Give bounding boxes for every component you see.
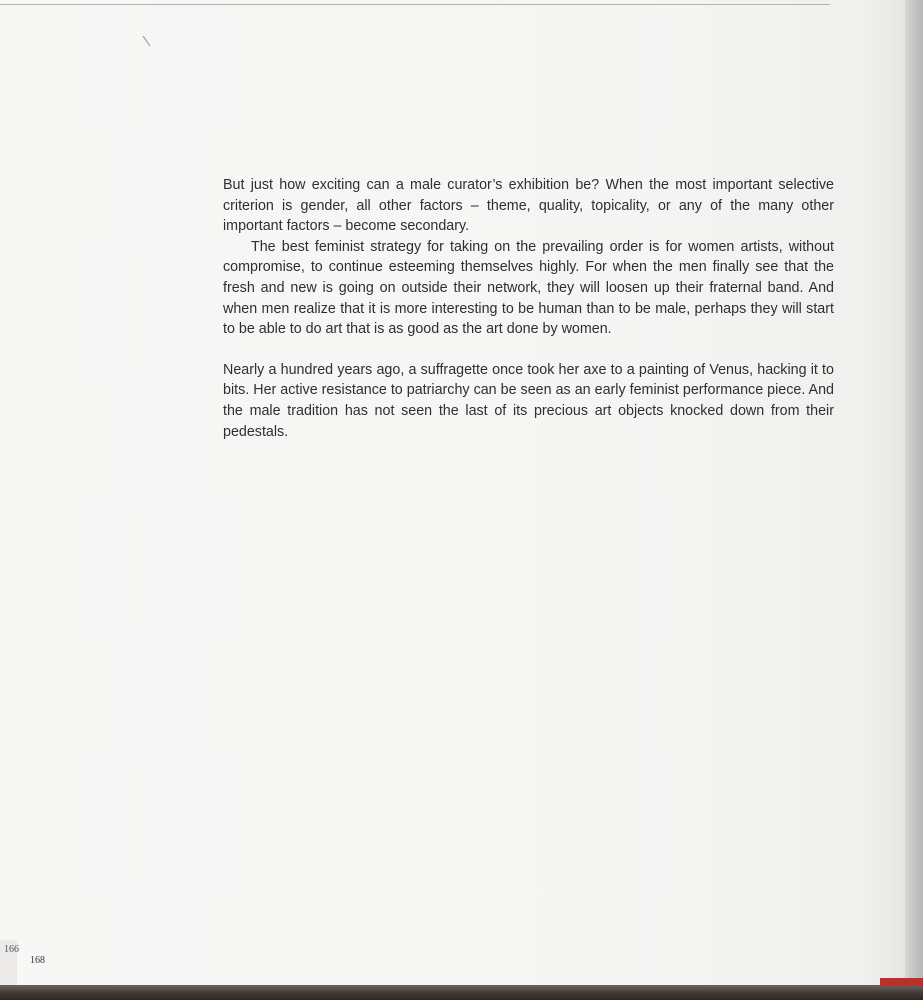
page-edge-right (905, 0, 923, 985)
paper-speck (143, 36, 151, 46)
book-cover-edge (0, 985, 923, 1000)
page-number: 168 (30, 955, 45, 966)
paragraph-1: But just how exciting can a male curator’s exhibition be? When the most important selective criterion is gender, all other factors – theme, quality, topicality, or any of the many other important factors – become secondary. (223, 177, 834, 235)
previous-page-number: 166 (4, 944, 19, 955)
cover-red-corner (880, 978, 923, 986)
paragraph-2: The best feminist strategy for taking on the prevailing order is for women artists, without compromise, to continue esteeming themselves highly. For when the men finally see that the fresh and new is going on outside their network, they will loosen up their fraternal band. And when men realize that it is more interesting to be human than to be male, perhaps they will start to be able to do art that is as good as the art done by women. (223, 238, 834, 338)
top-rule (0, 4, 830, 5)
paragraph-3: Nearly a hundred years ago, a suffragette once took her axe to a painting of Venus, hacking it to bits. Her active resistance to patriarchy can be seen as an early feminist performance piece. And the male tradition has not seen the last of its precious art objects knocked down from their pedestals. (223, 361, 834, 440)
body-text (223, 175, 834, 442)
